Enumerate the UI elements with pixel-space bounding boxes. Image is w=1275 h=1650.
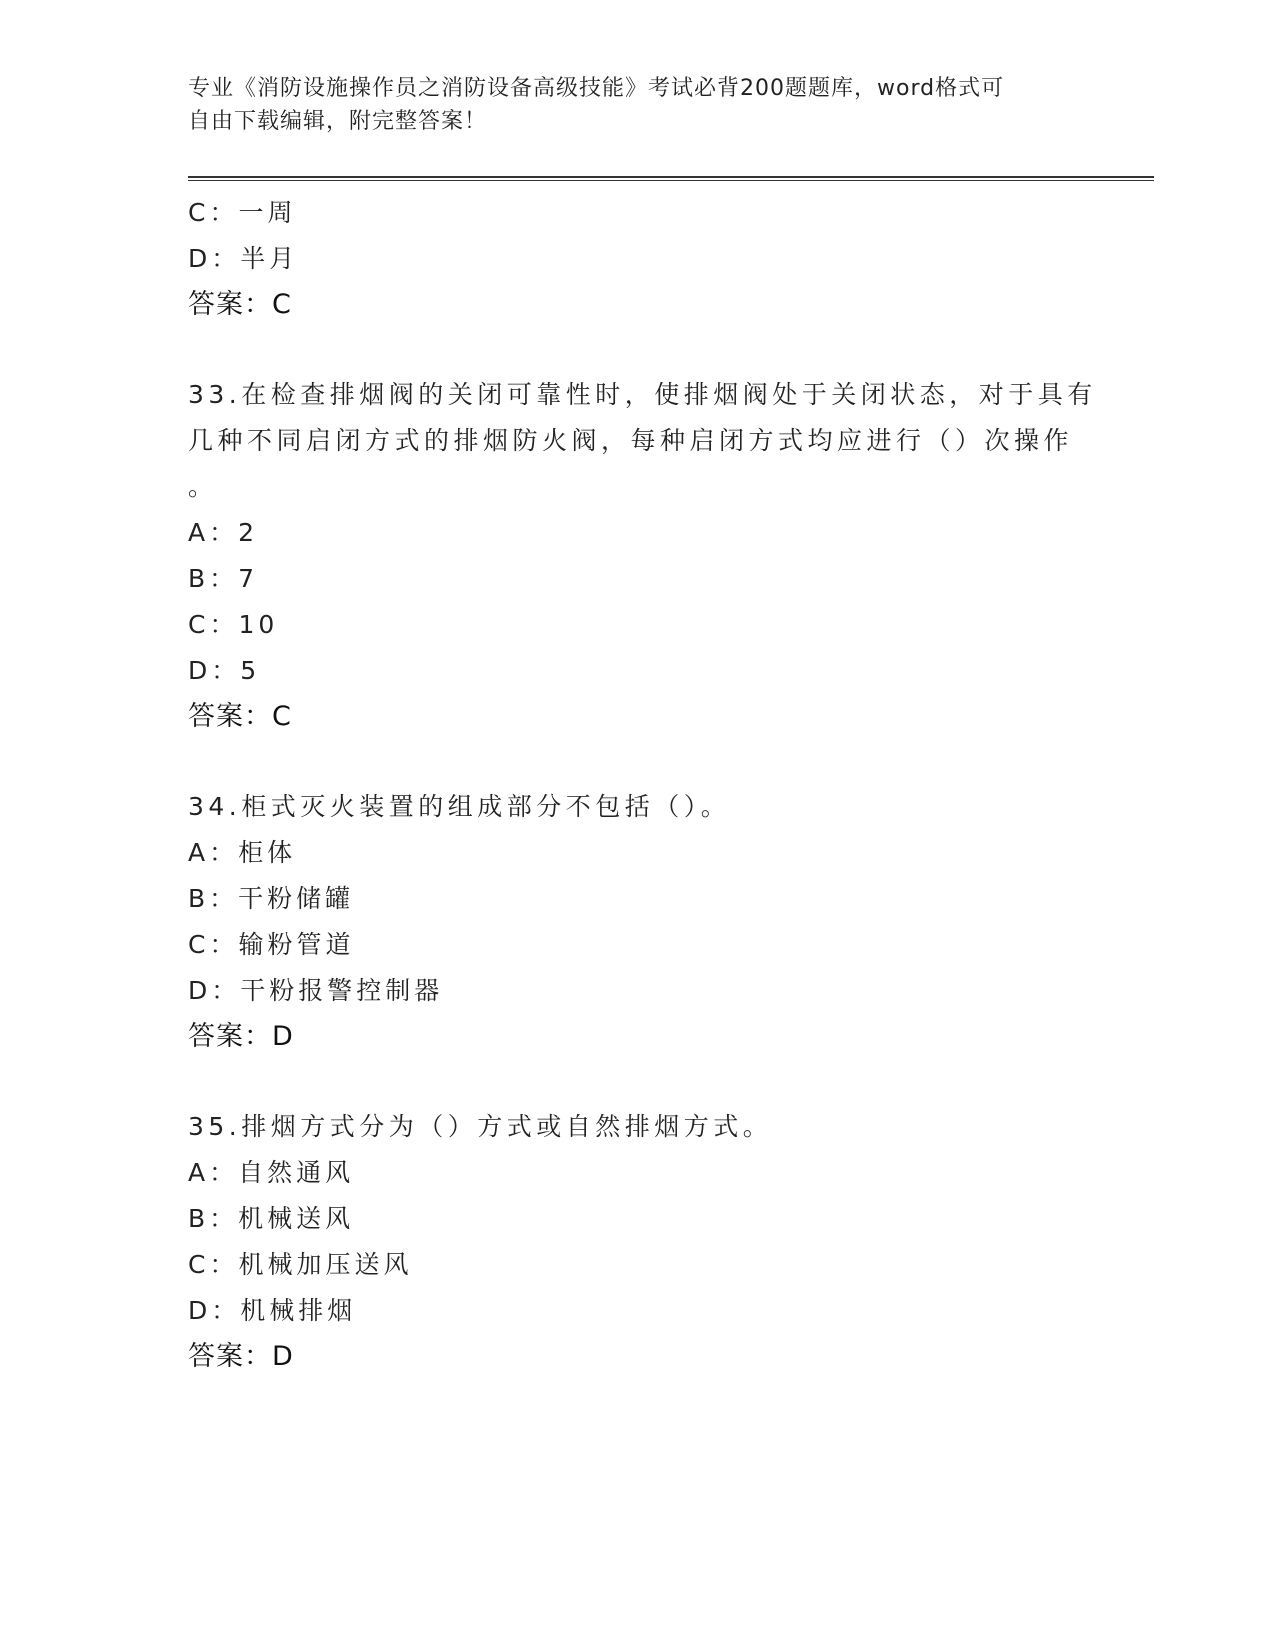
option-d: D：干粉报警控制器 xyxy=(188,976,444,1005)
header-divider xyxy=(188,176,1154,181)
question-text-line: 35.排烟方式分为（）方式或自然排烟方式。 xyxy=(188,1112,773,1141)
answer-line: 答案：C xyxy=(188,289,292,320)
option-d: D：机械排烟 xyxy=(188,1296,357,1325)
header-line-1: 专业《消防设施操作员之消防设备高级技能》考试必背200题题库，word格式可 xyxy=(188,76,1005,101)
answer-line: 答案：D xyxy=(188,1021,294,1052)
option-c: C：输粉管道 xyxy=(188,930,355,959)
question-text-line: 34.柜式灭火装置的组成部分不包括（）。 xyxy=(188,792,731,821)
document-header xyxy=(188,72,1068,138)
question-33 xyxy=(188,372,1097,740)
option-c: C：一周 xyxy=(188,198,297,227)
answer-line: 答案：C xyxy=(188,701,292,732)
option-a: A：2 xyxy=(188,518,259,547)
option-c: C：10 xyxy=(188,610,279,639)
question-35 xyxy=(188,1104,1088,1380)
header-line-2: 自由下载编辑，附完整答案！ xyxy=(188,109,488,134)
option-d: D：半月 xyxy=(188,244,299,273)
question-text-line: 。 xyxy=(188,472,218,501)
answer-line: 答案：D xyxy=(188,1341,294,1372)
question-text-line: 几种不同启闭方式的排烟防火阀，每种启闭方式均应进行（）次操作 xyxy=(188,426,1074,455)
option-a: A：自然通风 xyxy=(188,1158,355,1187)
option-d: D：5 xyxy=(188,656,261,685)
option-c: C：机械加压送风 xyxy=(188,1250,413,1279)
question-32-continued xyxy=(188,190,1088,328)
question-34 xyxy=(188,784,1088,1060)
question-text-line: 33.在检查排烟阀的关闭可靠性时，使排烟阀处于关闭状态，对于具有 xyxy=(188,380,1097,409)
option-a: A：柜体 xyxy=(188,838,297,867)
question-list xyxy=(188,190,1097,1380)
option-b: B：机械送风 xyxy=(188,1204,355,1233)
option-b: B：干粉储罐 xyxy=(188,884,355,913)
option-b: B：7 xyxy=(188,564,259,593)
